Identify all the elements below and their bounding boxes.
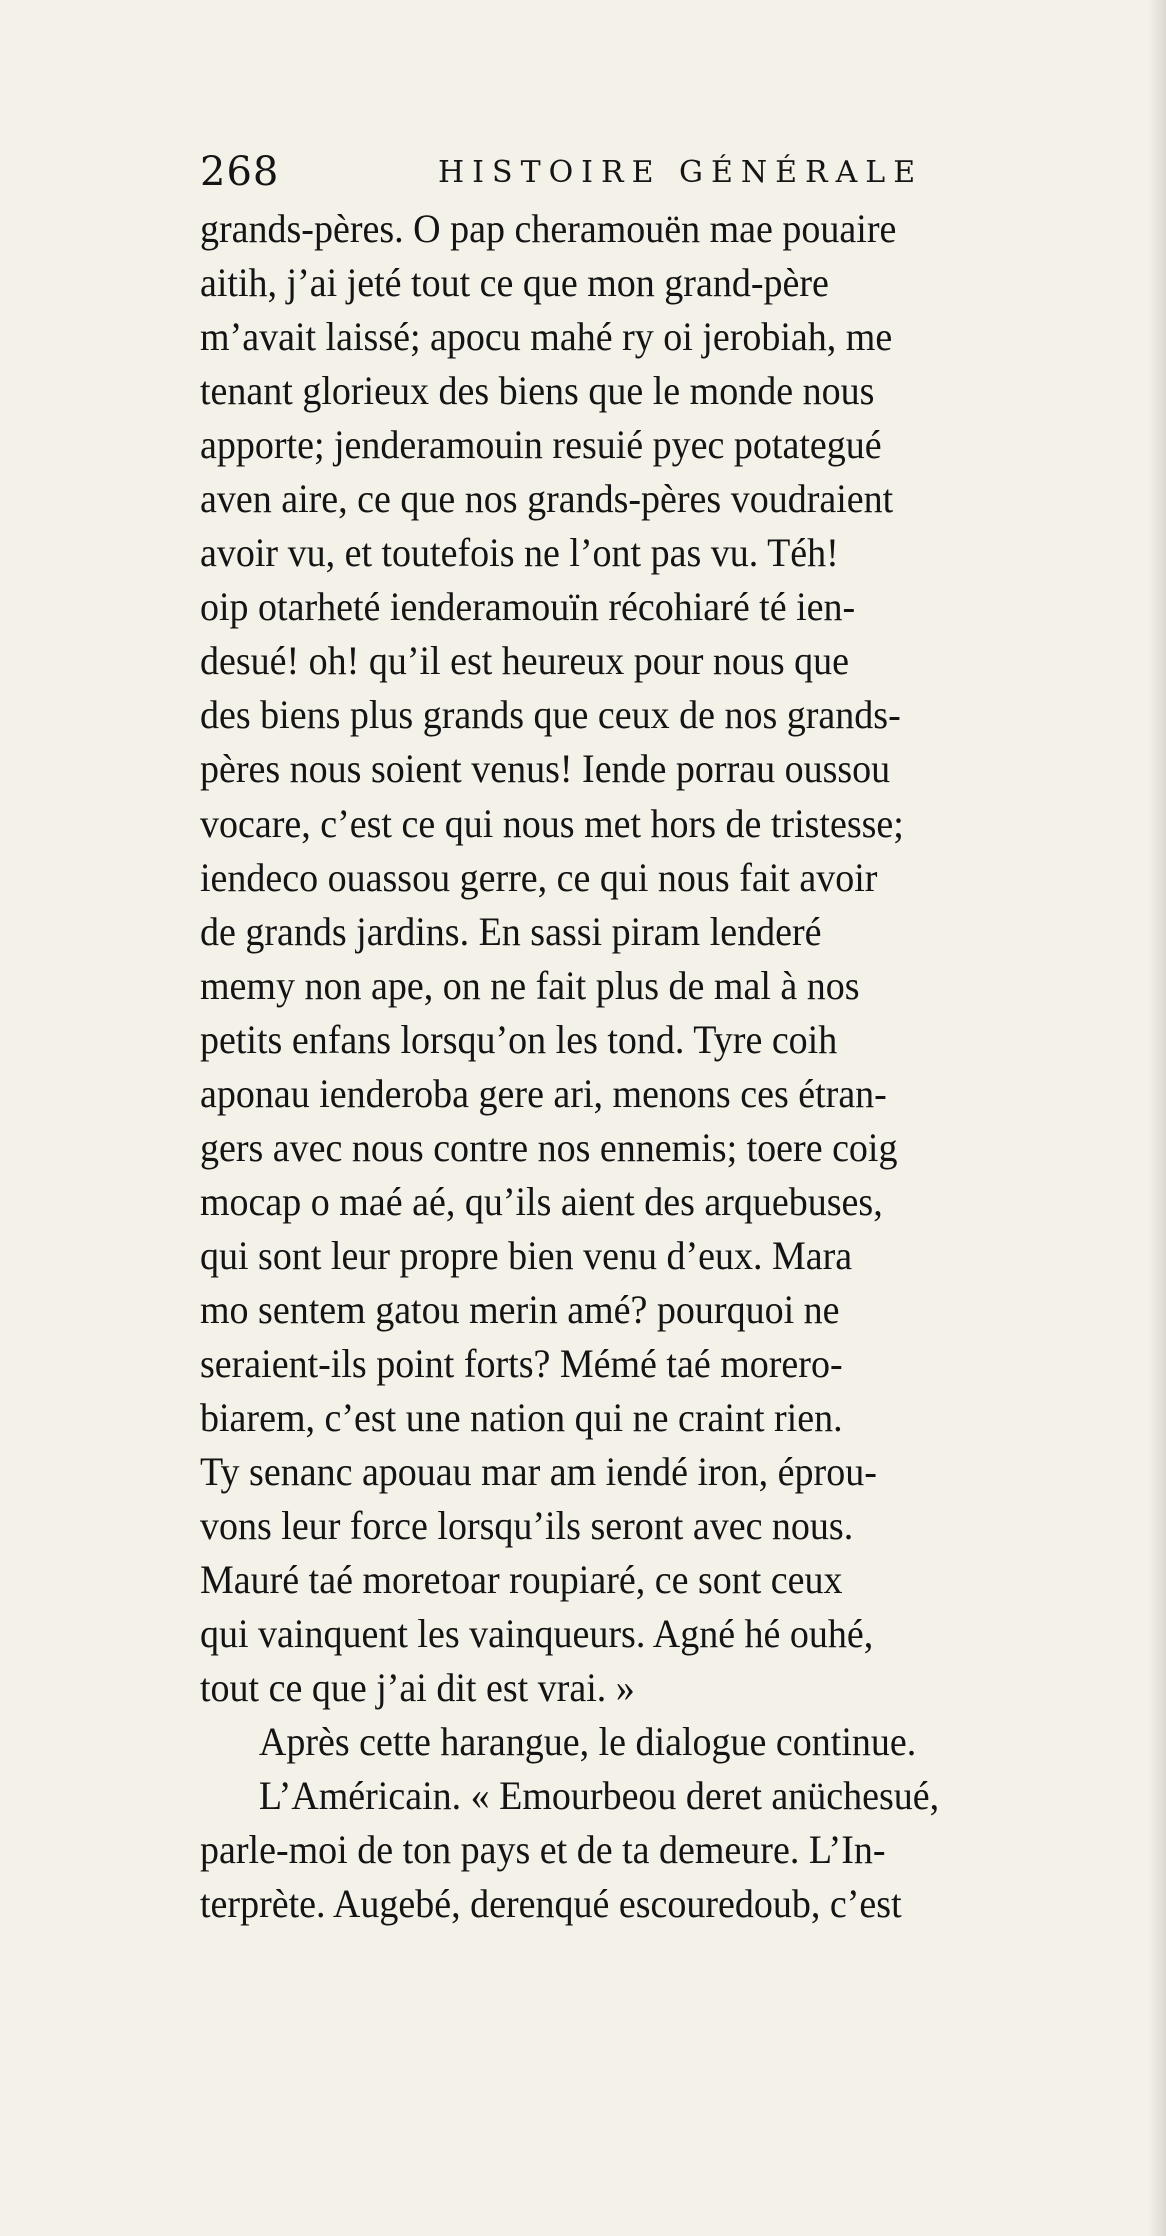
text-line: Ty senanc apouau mar am iendé iron, éprou-	[200, 1449, 877, 1495]
text-line: Mauré taé moretoar roupiaré, ce sont ceux	[200, 1557, 843, 1603]
paragraph-start-line: Après cette harangue, le dialogue continue.	[258, 1719, 917, 1765]
text-line: biarem, c’est une nation qui ne craint rien.	[200, 1395, 843, 1441]
text-line: oip otarheté ienderamouïn récohiaré té ien-	[200, 584, 856, 630]
running-title: HISTOIRE GÉNÉRALE	[438, 155, 924, 190]
text-line: vocare, c’est ce qui nous met hors de tristesse;	[200, 800, 904, 846]
text-line: parle-moi de ton pays et de ta demeure. L’In-	[200, 1827, 886, 1873]
text-line: aven aire, ce que nos grands-pères voudraient	[200, 476, 894, 522]
page-edge-shadow	[1148, 0, 1166, 2236]
text-line: iendeco ouassou gerre, ce qui nous fait avoir	[200, 854, 878, 900]
text-line: terprète. Augebé, derenqué escouredoub, c’est	[200, 1881, 902, 1927]
text-line: petits enfans lorsqu’on les tond. Tyre coih	[200, 1016, 838, 1062]
text-line: apporte; jenderamouin resuié pyec potategué	[200, 422, 882, 468]
text-line: qui vainquent les vainqueurs. Agné hé ouhé,	[200, 1611, 874, 1657]
page-header	[200, 148, 990, 198]
text-line: gers avec nous contre nos ennemis; toere coig	[200, 1124, 898, 1170]
page-number: 268	[200, 149, 280, 195]
text-line: memy non ape, on ne fait plus de mal à nos	[200, 962, 860, 1008]
text-line: aponau ienderoba gere ari, menons ces étran-	[200, 1070, 887, 1116]
text-line: grands-pères. O pap cheramouën mae pouaire	[200, 206, 897, 251]
text-line: vons leur force lorsqu’ils seront avec nous.	[200, 1503, 854, 1549]
text-line: aitih, j’ai jeté tout ce que mon grand-père	[200, 260, 829, 306]
text-line: des biens plus grands que ceux de nos grands-	[200, 692, 901, 738]
text-line: avoir vu, et toutefois ne l’ont pas vu. Téh!	[200, 530, 839, 576]
text-line: tout ce que j’ai dit est vrai. »	[200, 1665, 635, 1711]
text-line: tenant glorieux des biens que le monde nous	[200, 368, 875, 414]
text-line: qui sont leur propre bien venu d’eux. Mara	[200, 1232, 853, 1278]
text-line: pères nous soient venus! Iende porrau oussou	[200, 746, 891, 792]
text-line: desué! oh! qu’il est heureux pour nous que	[200, 638, 850, 684]
text-line: mo sentem gatou merin amé? pourquoi ne	[200, 1286, 840, 1332]
body-text	[200, 202, 1166, 1932]
text-line: seraient-ils point forts? Mémé taé morero-	[200, 1340, 843, 1386]
text-line: m’avait laissé; apocu mahé ry oi jerobiah, me	[200, 314, 893, 360]
text-line: mocap o maé aé, qu’ils aient des arquebuses,	[200, 1178, 883, 1224]
dialogue-speaker-line: L’Américain. « Emourbeou deret anüchesué,	[258, 1773, 940, 1819]
text-line: de grands jardins. En sassi piram lenderé	[200, 908, 822, 954]
